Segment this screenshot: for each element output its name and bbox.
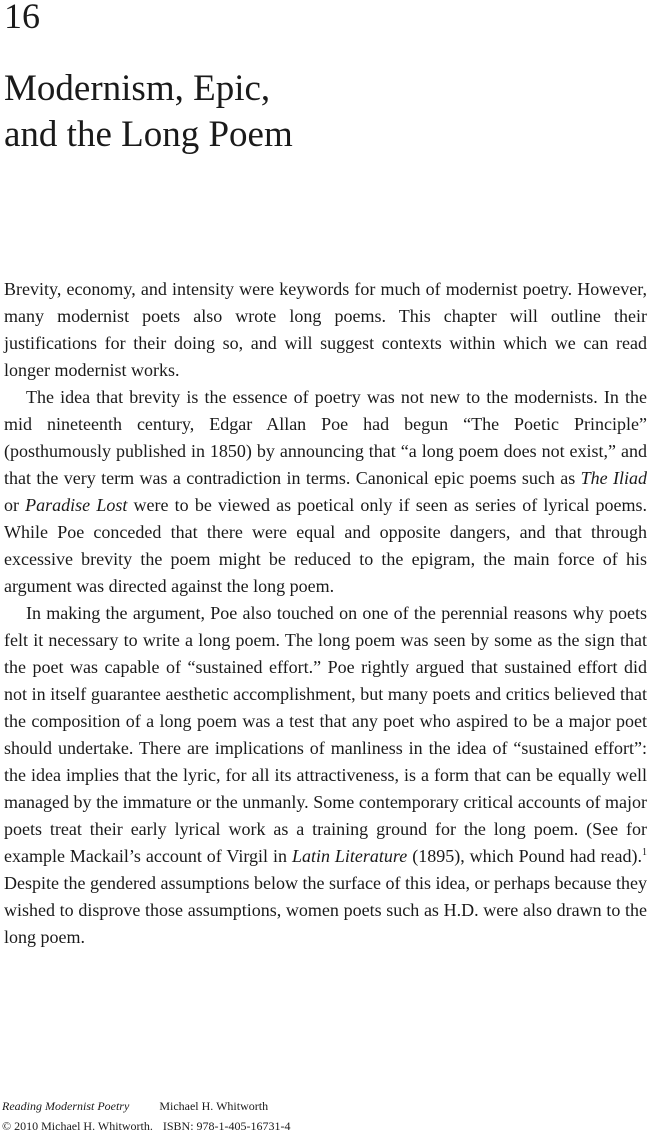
chapter-number: 16 bbox=[4, 0, 40, 36]
paragraph-3 bbox=[4, 600, 647, 951]
paragraph-1: Brevity, economy, and intensity were keywords for much of modernist poetry. However, many modernist poets also wrote long poems. This chapter will outline their justifications for their doing so, and will suggest contexts within which we can read longer modernist works. bbox=[4, 279, 647, 380]
footer-line-1 bbox=[2, 1096, 291, 1116]
chapter-title-line-2: and the Long Poem bbox=[4, 114, 293, 155]
title-paradise-lost: Paradise Lost bbox=[25, 495, 128, 515]
title-the-iliad: The Iliad bbox=[580, 468, 647, 488]
paragraph-2 bbox=[4, 384, 647, 600]
chapter-title bbox=[4, 66, 604, 158]
body-text bbox=[4, 276, 647, 951]
paragraph-2-text-a: The idea that brevity is the essence of poetry was not new to the modernists. In the mid nineteenth century, Edgar Allan Poe had begun “The Poetic Principle” (posthumously published in 1850) by announcing that “a long poem does not exist,” and that the very term was a contradiction in terms. Canonical epic poems such as bbox=[4, 387, 647, 488]
footer-copyright: © 2010 Michael H. Whitworth. bbox=[2, 1119, 153, 1133]
footer-book-title: Reading Modernist Poetry bbox=[2, 1099, 130, 1113]
paragraph-2-text-or: or bbox=[4, 495, 26, 515]
paragraph-3-text-c: Despite the gendered assumptions below the surface of this idea, or perhaps because they wished to disprove those assumptions, women poets such as H.D. were also drawn to the long poem. bbox=[4, 873, 647, 947]
footer-isbn: ISBN: 978-1-405-16731-4 bbox=[162, 1119, 291, 1133]
paragraph-2-text-b: were to be viewed as poetical only if seen as series of lyrical poems. While Poe conceded that there were equal and opposite dangers, and that through excessive brevity the poem might be reduced to the epigram, the main force of his argument was directed against the long poem. bbox=[4, 495, 648, 596]
title-latin-literature: Latin Literature bbox=[291, 846, 408, 866]
paragraph-3-text-b: (1895), which Pound had read). bbox=[407, 846, 642, 866]
page-footer bbox=[2, 1096, 291, 1136]
footnote-reference[interactable]: 1 bbox=[642, 847, 647, 858]
paragraph-3-text-a: In making the argument, Poe also touched on one of the perennial reasons why poets felt it necessary to write a long poem. The long poem was seen by some as the sign that the poet was capable of “sustained effort.” Poe rightly argued that sustained effort did not in itself guarantee aesthetic accomplishment, but many poets and critics believed that the composition of a long poem was a test that any poet who aspired to be a major poet should undertake. There are implications of manliness in the idea of “sustained effort”: the idea implies that the lyric, for all its attractiveness, is a form that can be equally well managed by the immature or the unmanly. Some contemporary critical accounts of major poets treat their early lyrical work as a training ground for the long poem. (See for example Mackail’s account of Virgil in bbox=[4, 603, 647, 866]
footer-line-2 bbox=[2, 1116, 291, 1136]
chapter-title-line-1: Modernism, Epic, bbox=[4, 68, 271, 109]
footer-author: Michael H. Whitworth bbox=[159, 1099, 269, 1113]
